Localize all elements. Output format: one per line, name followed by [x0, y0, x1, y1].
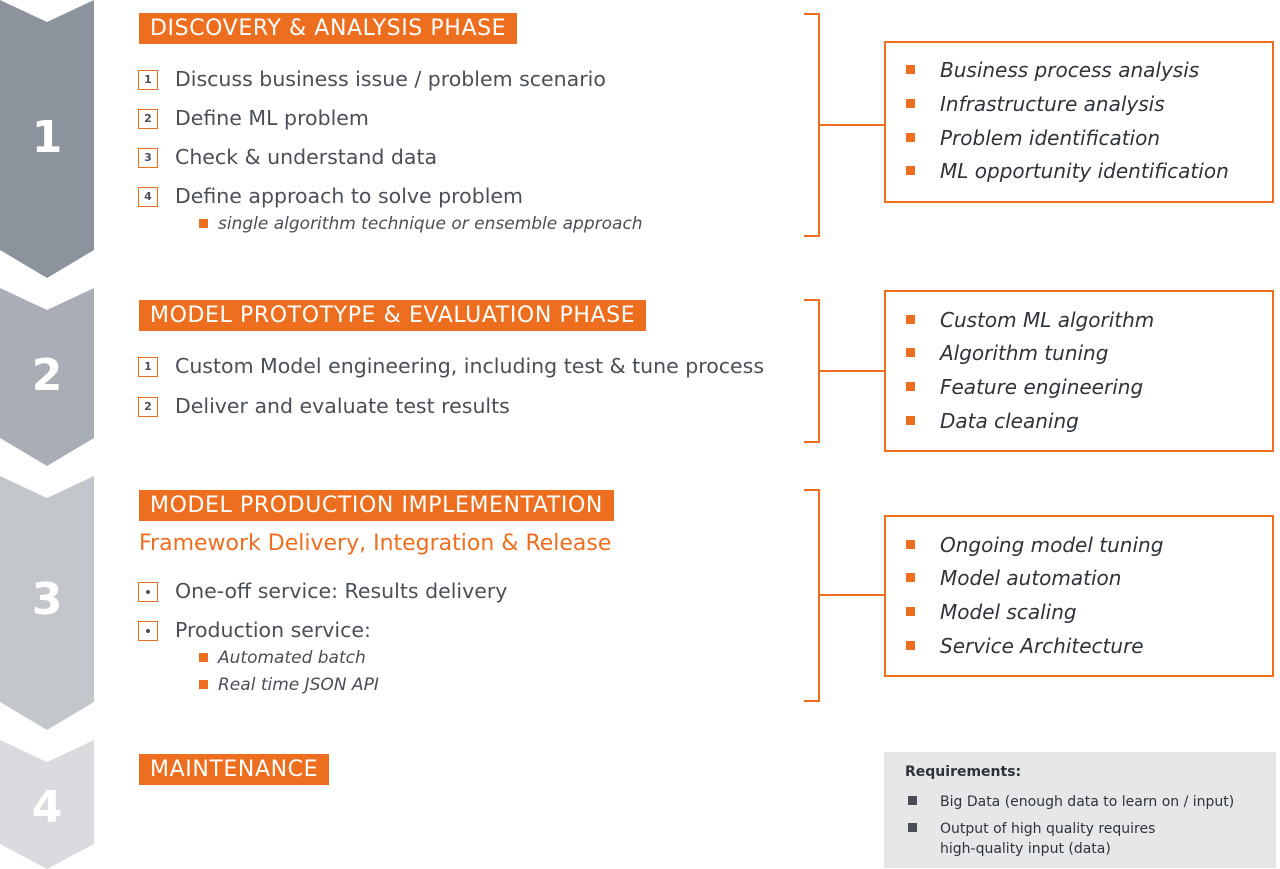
phase-3-substep-1: Automated batch [199, 648, 366, 668]
step-number-badge: 2 [138, 109, 158, 129]
outcome-item: Problem identification [906, 126, 1160, 150]
outcome-item: Feature engineering [906, 375, 1143, 399]
square-bullet-icon [906, 641, 915, 650]
requirements-box: Requirements: Big Data (enough data to learn on / input) Output of high quality requires high-quality input (data) [884, 752, 1276, 868]
square-bullet-icon [906, 540, 915, 549]
step-number-badge: 1 [138, 357, 158, 377]
square-bullet-icon [906, 607, 915, 616]
phase-3-subtitle: Framework Delivery, Integration & Release [139, 531, 612, 556]
square-bullet-icon [906, 315, 915, 324]
outcome-item: Business process analysis [906, 58, 1199, 82]
outcome-item: Service Architecture [906, 634, 1144, 658]
step-text: One-off service: Results delivery [175, 579, 508, 603]
step-text: Check & understand data [175, 145, 438, 169]
step-text: Custom Model engineering, including test & tune process [175, 354, 765, 378]
square-bullet-icon [199, 219, 208, 228]
phase-2-outcomes-box [884, 290, 1274, 452]
square-bullet-icon [908, 823, 917, 832]
square-bullet-icon [906, 133, 915, 142]
step-text: Discuss business issue / problem scenario [175, 67, 606, 91]
step-text: Production service: [175, 618, 371, 642]
step-number-badge: 2 [138, 397, 158, 417]
square-bullet-icon [199, 680, 208, 689]
outcome-item: Model scaling [906, 600, 1077, 624]
step-text: Define ML problem [175, 106, 369, 130]
outcome-item: Algorithm tuning [906, 341, 1108, 365]
square-bullet-icon [199, 653, 208, 662]
dot-bullet-icon [138, 621, 158, 641]
phase-1-bracket [804, 13, 886, 237]
square-bullet-icon [906, 65, 915, 74]
phase-4-title: MAINTENANCE [139, 754, 329, 785]
step-number-badge: 3 [138, 148, 158, 168]
phase-3-outcomes-box [884, 515, 1274, 677]
square-bullet-icon [906, 99, 915, 108]
phase-3-bracket [804, 489, 886, 702]
step-number-badge: 1 [138, 70, 158, 90]
phase-2-title: MODEL PROTOTYPE & EVALUATION PHASE [139, 300, 646, 331]
phase-1-outcomes-box [884, 41, 1274, 203]
phase-3-number: 3 [31, 574, 63, 625]
outcome-item: Model automation [906, 566, 1121, 590]
phase-3-substep-2: Real time JSON API [199, 675, 379, 695]
square-bullet-icon [906, 166, 915, 175]
phase-3-title: MODEL PRODUCTION IMPLEMENTATION [139, 490, 614, 521]
step-number-badge: 4 [138, 187, 158, 207]
phase-1-number: 1 [31, 112, 63, 163]
outcome-item: Custom ML algorithm [906, 308, 1154, 332]
square-bullet-icon [906, 573, 915, 582]
square-bullet-icon [906, 348, 915, 357]
phase-1-title: DISCOVERY & ANALYSIS PHASE [139, 13, 517, 44]
phase-4-number: 4 [31, 782, 63, 833]
dot-bullet-icon [138, 582, 158, 602]
phase-2-number: 2 [31, 350, 63, 401]
step-text: Deliver and evaluate test results [175, 394, 510, 418]
outcome-item: Ongoing model tuning [906, 533, 1163, 557]
outcome-item: Infrastructure analysis [906, 92, 1165, 116]
square-bullet-icon [908, 796, 917, 805]
outcome-item: ML opportunity identification [906, 159, 1229, 183]
phase-2-bracket [804, 299, 886, 443]
square-bullet-icon [906, 416, 915, 425]
square-bullet-icon [906, 382, 915, 391]
requirements-title: Requirements: [905, 764, 1022, 780]
step-text: Define approach to solve problem [175, 184, 523, 208]
outcome-item: Data cleaning [906, 409, 1079, 433]
phase-1-substep: single algorithm technique or ensemble approach [199, 214, 643, 234]
